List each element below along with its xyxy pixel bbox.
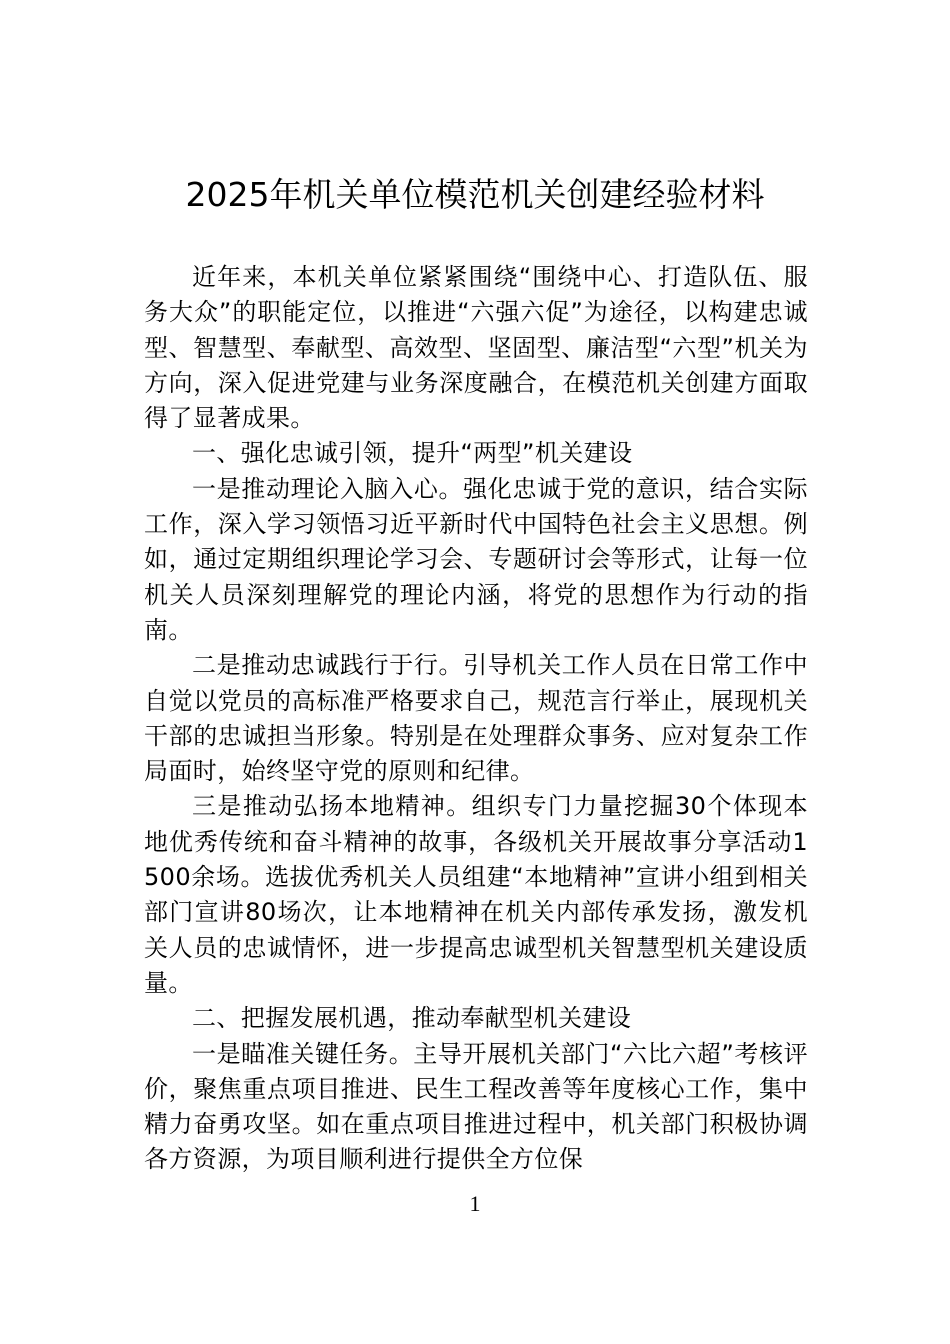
paragraph-key-tasks: 一是瞄准关键任务。主导开展机关部门“六比六超”考核评价，聚焦重点项目推进、民生工程改善等年度核心工作，集中精力奋勇攻坚。如在重点项目推进过程中，机关部门积极协调各方资源，为项目顺利进行提供全方位保	[144, 1039, 808, 1174]
page-number: 1	[469, 1191, 481, 1216]
paragraph-loyalty-practice: 二是推动忠诚践行于行。引导机关工作人员在日常工作中自觉以党员的高标准严格要求自己，规范言行举止，展现机关干部的忠诚担当形象。特别是在处理群众事务、应对复杂工作局面时，始终坚守党的原则和纪律。	[144, 651, 808, 786]
paragraph-theory: 一是推动理论入脑入心。强化忠诚于党的意识，结合实际工作，深入学习领悟习近平新时代中国特色社会主义思想。例如，通过定期组织理论学习会、专题研讨会等形式，让每一位机关人员深刻理解党的理论内涵，将党的思想作为行动的指南。	[144, 474, 808, 644]
section-heading-1: 一、强化忠诚引领，提升“两型”机关建设	[192, 439, 633, 468]
intro-paragraph: 近年来，本机关单位紧紧围绕“围绕中心、打造队伍、服务大众”的职能定位，以推进“六强六促”为途径，以构建忠诚型、智慧型、奉献型、高效型、坚固型、廉洁型“六型”机关为方向，深入促进党建与业务深度融合，在模范机关创建方面取得了显著成果。	[144, 263, 808, 433]
section-heading-2: 二、把握发展机遇，推动奉献型机关建设	[192, 1004, 632, 1033]
paragraph-local-spirit: 三是推动弘扬本地精神。组织专门力量挖掘30个体现本地优秀传统和奋斗精神的故事，各级机关开展故事分享活动1500余场。选拔优秀机关人员组建“本地精神”宣讲小组到相关部门宣讲80场次，让本地精神在机关内部传承发扬，激发机关人员的忠诚情怀，进一步提高忠诚型机关智慧型机关建设质量。	[144, 792, 808, 997]
document-title: 2025年机关单位模范机关创建经验材料	[185, 175, 765, 214]
document-body	[144, 260, 808, 1178]
